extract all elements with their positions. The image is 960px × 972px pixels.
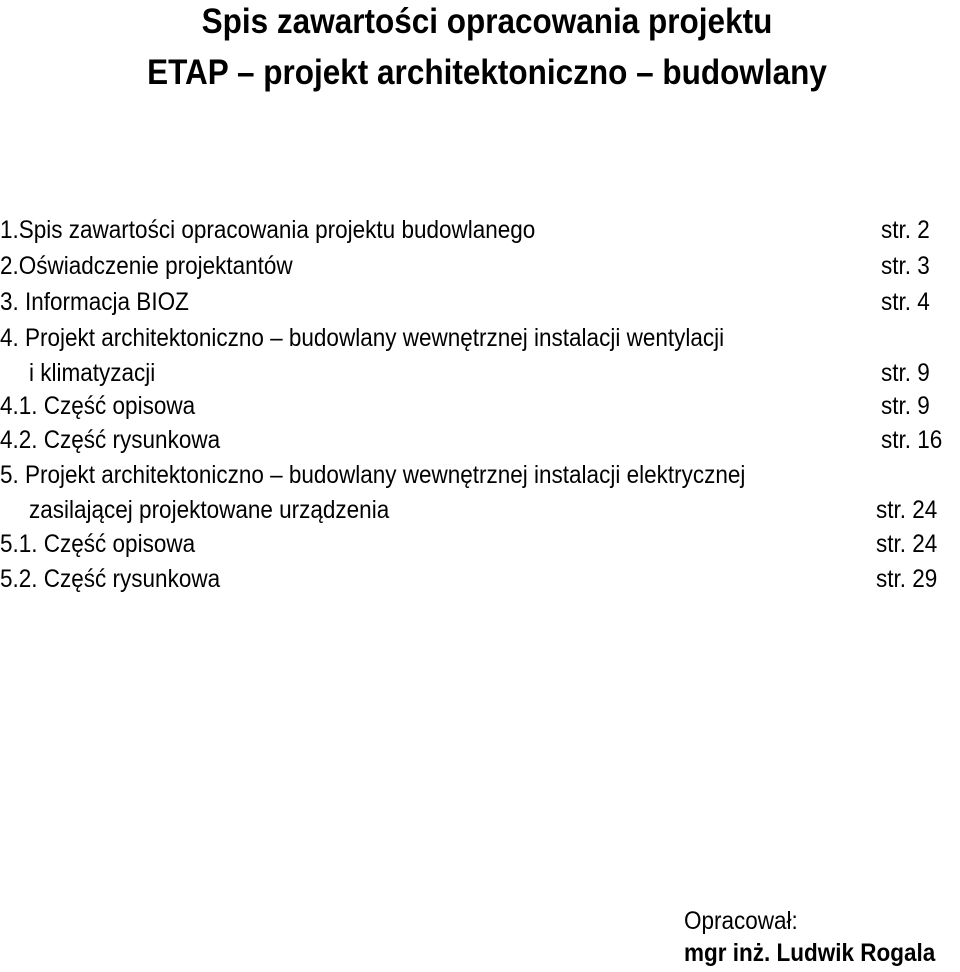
toc-item-label: 4. Projekt architektoniczno – budowlany wewnętrznej instalacji wentylacji (0, 324, 725, 352)
toc-item-label: 1.Spis zawartości opracowania projektu budowlanego (0, 216, 536, 244)
toc-item-page: str. 3 (881, 252, 930, 280)
toc-item-page: str. 29 (876, 565, 938, 593)
toc-item-continuation (0, 494, 960, 526)
toc-item-label: 3. Informacja BIOZ (0, 288, 189, 316)
toc-item-label: 5.1. Część opisowa (0, 530, 196, 558)
toc-item (0, 250, 960, 282)
toc-item-label: 4.2. Część rysunkowa (0, 426, 221, 454)
toc-item (0, 528, 960, 560)
toc-item-label-continuation: zasilającej projektowane urządzenia (29, 496, 390, 524)
toc-item-label: 4.1. Część opisowa (0, 392, 196, 420)
toc-item-page: str. 9 (881, 392, 930, 420)
toc-item (0, 424, 960, 456)
toc-item (0, 390, 960, 422)
prepared-by-label: Opracował: (684, 907, 798, 935)
toc-item (0, 322, 960, 354)
toc-item-page: str. 9 (881, 359, 930, 387)
toc-item (0, 214, 960, 246)
toc-item-label-continuation: i klimatyzacji (29, 359, 156, 387)
toc-item-page: str. 24 (876, 496, 938, 524)
toc-item (0, 286, 960, 318)
document-subtitle: ETAP – projekt architektoniczno – budowlany (147, 53, 827, 92)
toc-item (0, 459, 960, 491)
toc-item-page: str. 16 (881, 426, 943, 454)
toc-item-page: str. 24 (876, 530, 938, 558)
toc-item-label: 5.2. Część rysunkowa (0, 565, 221, 593)
toc-item (0, 563, 960, 595)
document-title: Spis zawartości opracowania projektu (201, 2, 773, 41)
toc-item-continuation (0, 357, 960, 389)
toc-item-page: str. 4 (881, 288, 930, 316)
toc-item-page: str. 2 (881, 216, 930, 244)
toc-item-label: 2.Oświadczenie projektantów (0, 252, 293, 280)
toc-item-label: 5. Projekt architektoniczno – budowlany wewnętrznej instalacji elektrycznej (0, 461, 746, 489)
author-name: mgr inż. Ludwik Rogala (684, 939, 936, 967)
